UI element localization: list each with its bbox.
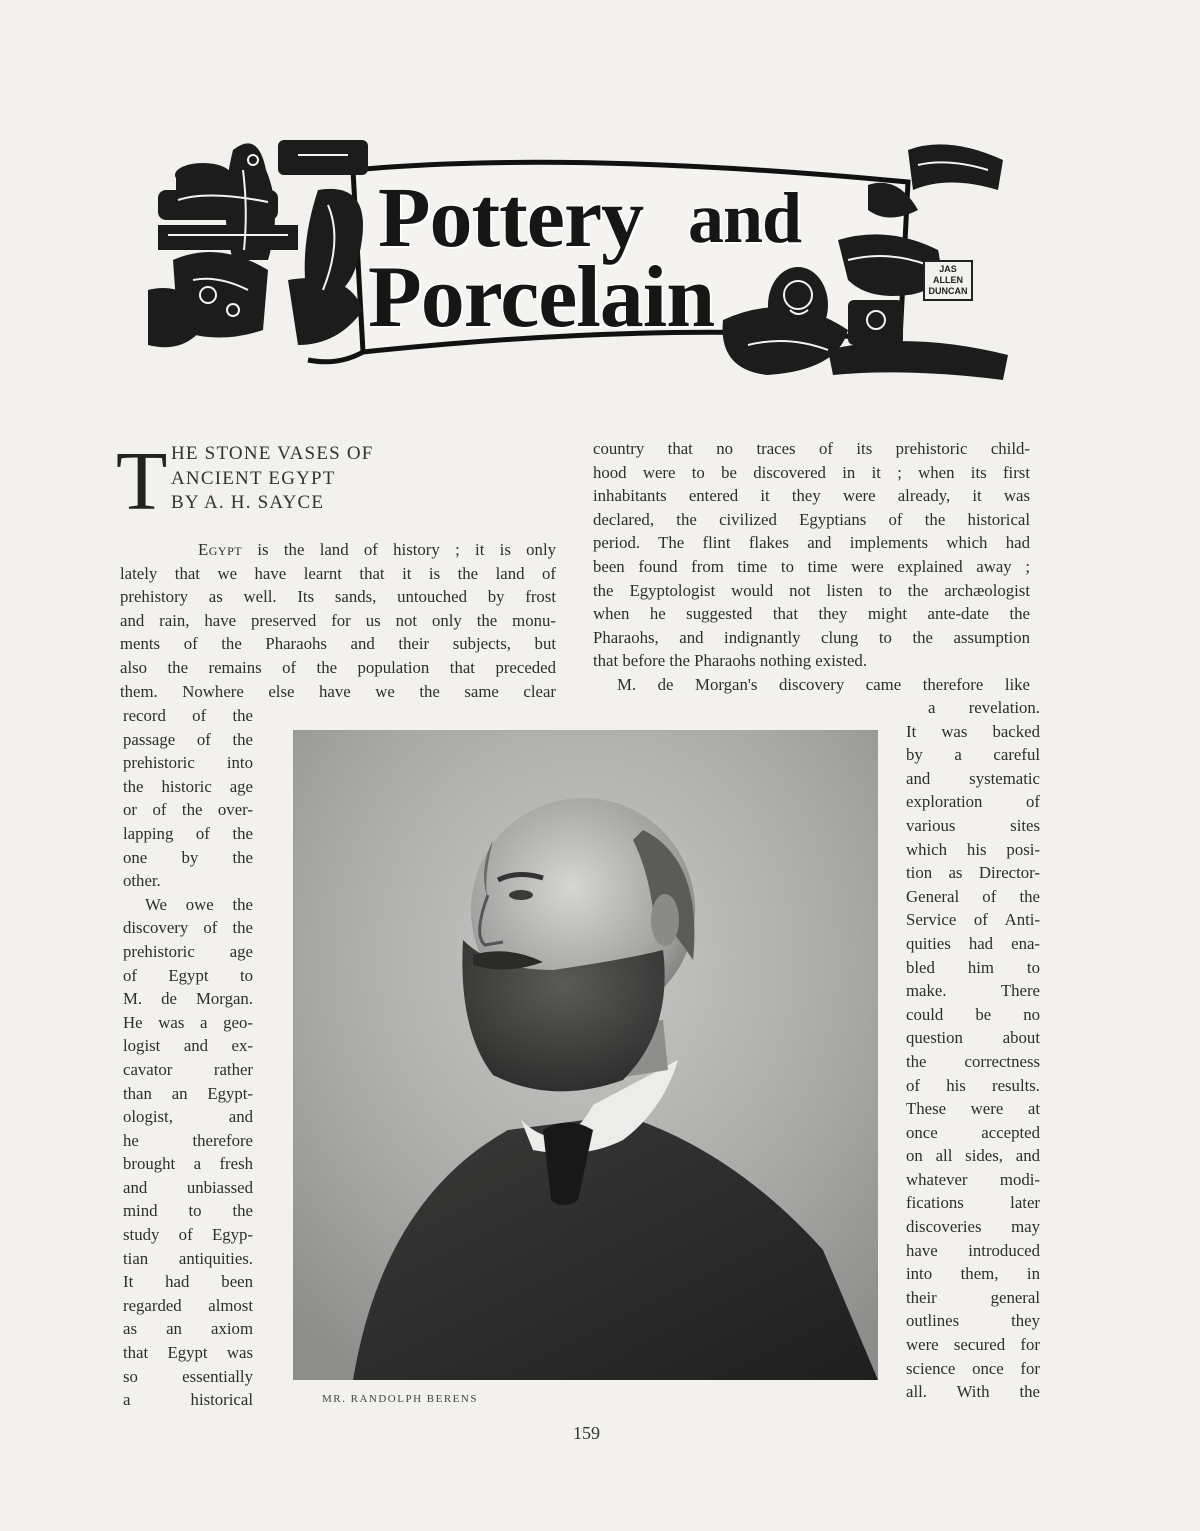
text-line: ments of the Pharaohs and their subjects, but	[120, 634, 556, 654]
banner-title-porcelain: Porcelain	[368, 249, 715, 346]
text-line: than an Egypt-	[123, 1083, 253, 1103]
text-line: could be no	[906, 1004, 1040, 1024]
right-column-text	[906, 696, 1040, 1404]
text-line: country that no traces of its prehistoric child-	[593, 439, 1030, 458]
text-line: Service of Anti-	[906, 910, 1040, 930]
text-line: mind to the	[123, 1201, 253, 1221]
text-line: prehistoric into	[123, 753, 253, 773]
text-line: were secured for	[906, 1335, 1040, 1355]
text-line: These were at	[906, 1099, 1040, 1119]
text-line: Pharaohs, and indignantly clung to the assumption	[593, 627, 1030, 647]
artist-signature: JAS ALLEN DUNCAN	[923, 260, 973, 301]
text-line: science once for	[906, 1358, 1040, 1378]
text-line: make. There	[906, 981, 1040, 1001]
text-line: It was backed	[906, 721, 1040, 741]
text-line: by a careful	[906, 745, 1040, 765]
text-line: whatever modi-	[906, 1169, 1040, 1189]
text-line: that Egypt was	[123, 1343, 253, 1363]
text-line: once accepted	[906, 1122, 1040, 1142]
article-byline: BY A. H. SAYCE	[171, 492, 325, 513]
text-line: hood were to be discovered in it ; when its first	[593, 462, 1030, 482]
text-line: also the remains of the population that preceded	[120, 657, 556, 677]
text-line: a revelation.	[928, 698, 1040, 717]
text-line: have introduced	[906, 1240, 1040, 1260]
text-line: study of Egyp-	[123, 1225, 253, 1245]
text-line: one by the	[123, 847, 253, 867]
text-line: tion as Director-	[906, 863, 1040, 883]
text-line: outlines they	[906, 1311, 1040, 1331]
text-line: question about	[906, 1028, 1040, 1048]
text-line: declared, the civilized Egyptians of the historical	[593, 509, 1030, 529]
text-line: passage of the	[123, 729, 253, 749]
text-line: exploration of	[906, 792, 1040, 812]
portrait-image	[293, 730, 878, 1380]
text-line: ologist, and	[123, 1107, 253, 1127]
text-line: when he suggested that they might ante-date the	[593, 604, 1030, 624]
text-line: the historic age	[123, 776, 253, 796]
left-column-text	[123, 704, 253, 1412]
text-line: M. de Morgan.	[123, 989, 253, 1009]
title-banner	[148, 130, 1010, 385]
text-line: so essentially	[123, 1366, 253, 1386]
text-line: regarded almost	[123, 1295, 253, 1315]
text-line: as an axiom	[123, 1319, 253, 1339]
text-line: record of the	[123, 706, 253, 725]
text-line: inhabitants entered it they were already, it was	[593, 486, 1030, 506]
banner-title-and: and	[688, 178, 802, 258]
paragraph-1	[120, 538, 556, 703]
page-number: 159	[573, 1423, 600, 1443]
text-line: cavator rather	[123, 1059, 253, 1079]
text-line: and unbiassed	[123, 1177, 253, 1197]
portrait-photograph	[293, 730, 878, 1380]
text-line: We owe the	[145, 894, 253, 914]
text-line: on all sides, and	[906, 1146, 1040, 1166]
text-line: prehistory as well. Its sands, untouched by frost	[120, 587, 556, 607]
text-line: brought a fresh	[123, 1154, 253, 1174]
text-line: other.	[123, 871, 161, 891]
text-line: tian antiquities.	[123, 1248, 253, 1268]
text-line: their general	[906, 1287, 1040, 1307]
drop-cap: T	[116, 435, 168, 528]
photo-caption: MR. RANDOLPH BERENS	[322, 1393, 478, 1405]
text-line: prehistoric age	[123, 941, 253, 961]
text-line: a historical	[123, 1390, 253, 1410]
text-line: It had been	[123, 1272, 253, 1292]
banner-title-pottery: Pottery	[378, 169, 644, 265]
text-line: various sites	[906, 815, 1040, 835]
text-line: the correctness	[906, 1051, 1040, 1071]
text-line: logist and ex-	[123, 1036, 253, 1056]
text-line: General of the	[906, 886, 1040, 906]
text-line: which his posi-	[906, 839, 1040, 859]
text-line: is the land of history ; it is only	[242, 540, 556, 559]
text-line: that before the Pharaohs nothing existed.	[593, 651, 868, 671]
text-line: bled him to	[906, 957, 1040, 977]
article-heading-line: ANCIENT EGYPT	[171, 468, 336, 489]
text-line: and systematic	[906, 768, 1040, 788]
text-line: He was a geo-	[123, 1012, 253, 1032]
text-line: into them, in	[906, 1264, 1040, 1284]
text-line: discovery of the	[123, 918, 253, 938]
text-line: and rain, have preserved for us not only the monu-	[120, 610, 556, 630]
text-line: all. With the	[906, 1382, 1040, 1402]
lead-word: Egypt	[198, 540, 243, 559]
text-line: M. de Morgan's discovery came therefore like	[617, 674, 1030, 694]
text-line: been found from time to time were explained away ;	[593, 556, 1030, 576]
right-column-top-text	[593, 437, 1030, 697]
text-line: or of the over-	[123, 800, 253, 820]
text-line: discoveries may	[906, 1217, 1040, 1237]
text-line: the Egyptologist would not listen to the archæologist	[593, 580, 1030, 600]
text-line: he therefore	[123, 1130, 253, 1150]
text-line: quities had ena-	[906, 933, 1040, 953]
text-line: of Egypt to	[123, 965, 253, 985]
text-line: of his results.	[906, 1075, 1040, 1095]
text-line: period. The flint flakes and implements which had	[593, 533, 1030, 553]
text-line: them. Nowhere else have we the same clear	[120, 681, 556, 701]
text-line: fications later	[906, 1193, 1040, 1213]
article-heading-line: HE STONE VASES OF	[171, 443, 374, 464]
text-line: lately that we have learnt that it is the land of	[120, 563, 556, 583]
text-line: lapping of the	[123, 823, 253, 843]
